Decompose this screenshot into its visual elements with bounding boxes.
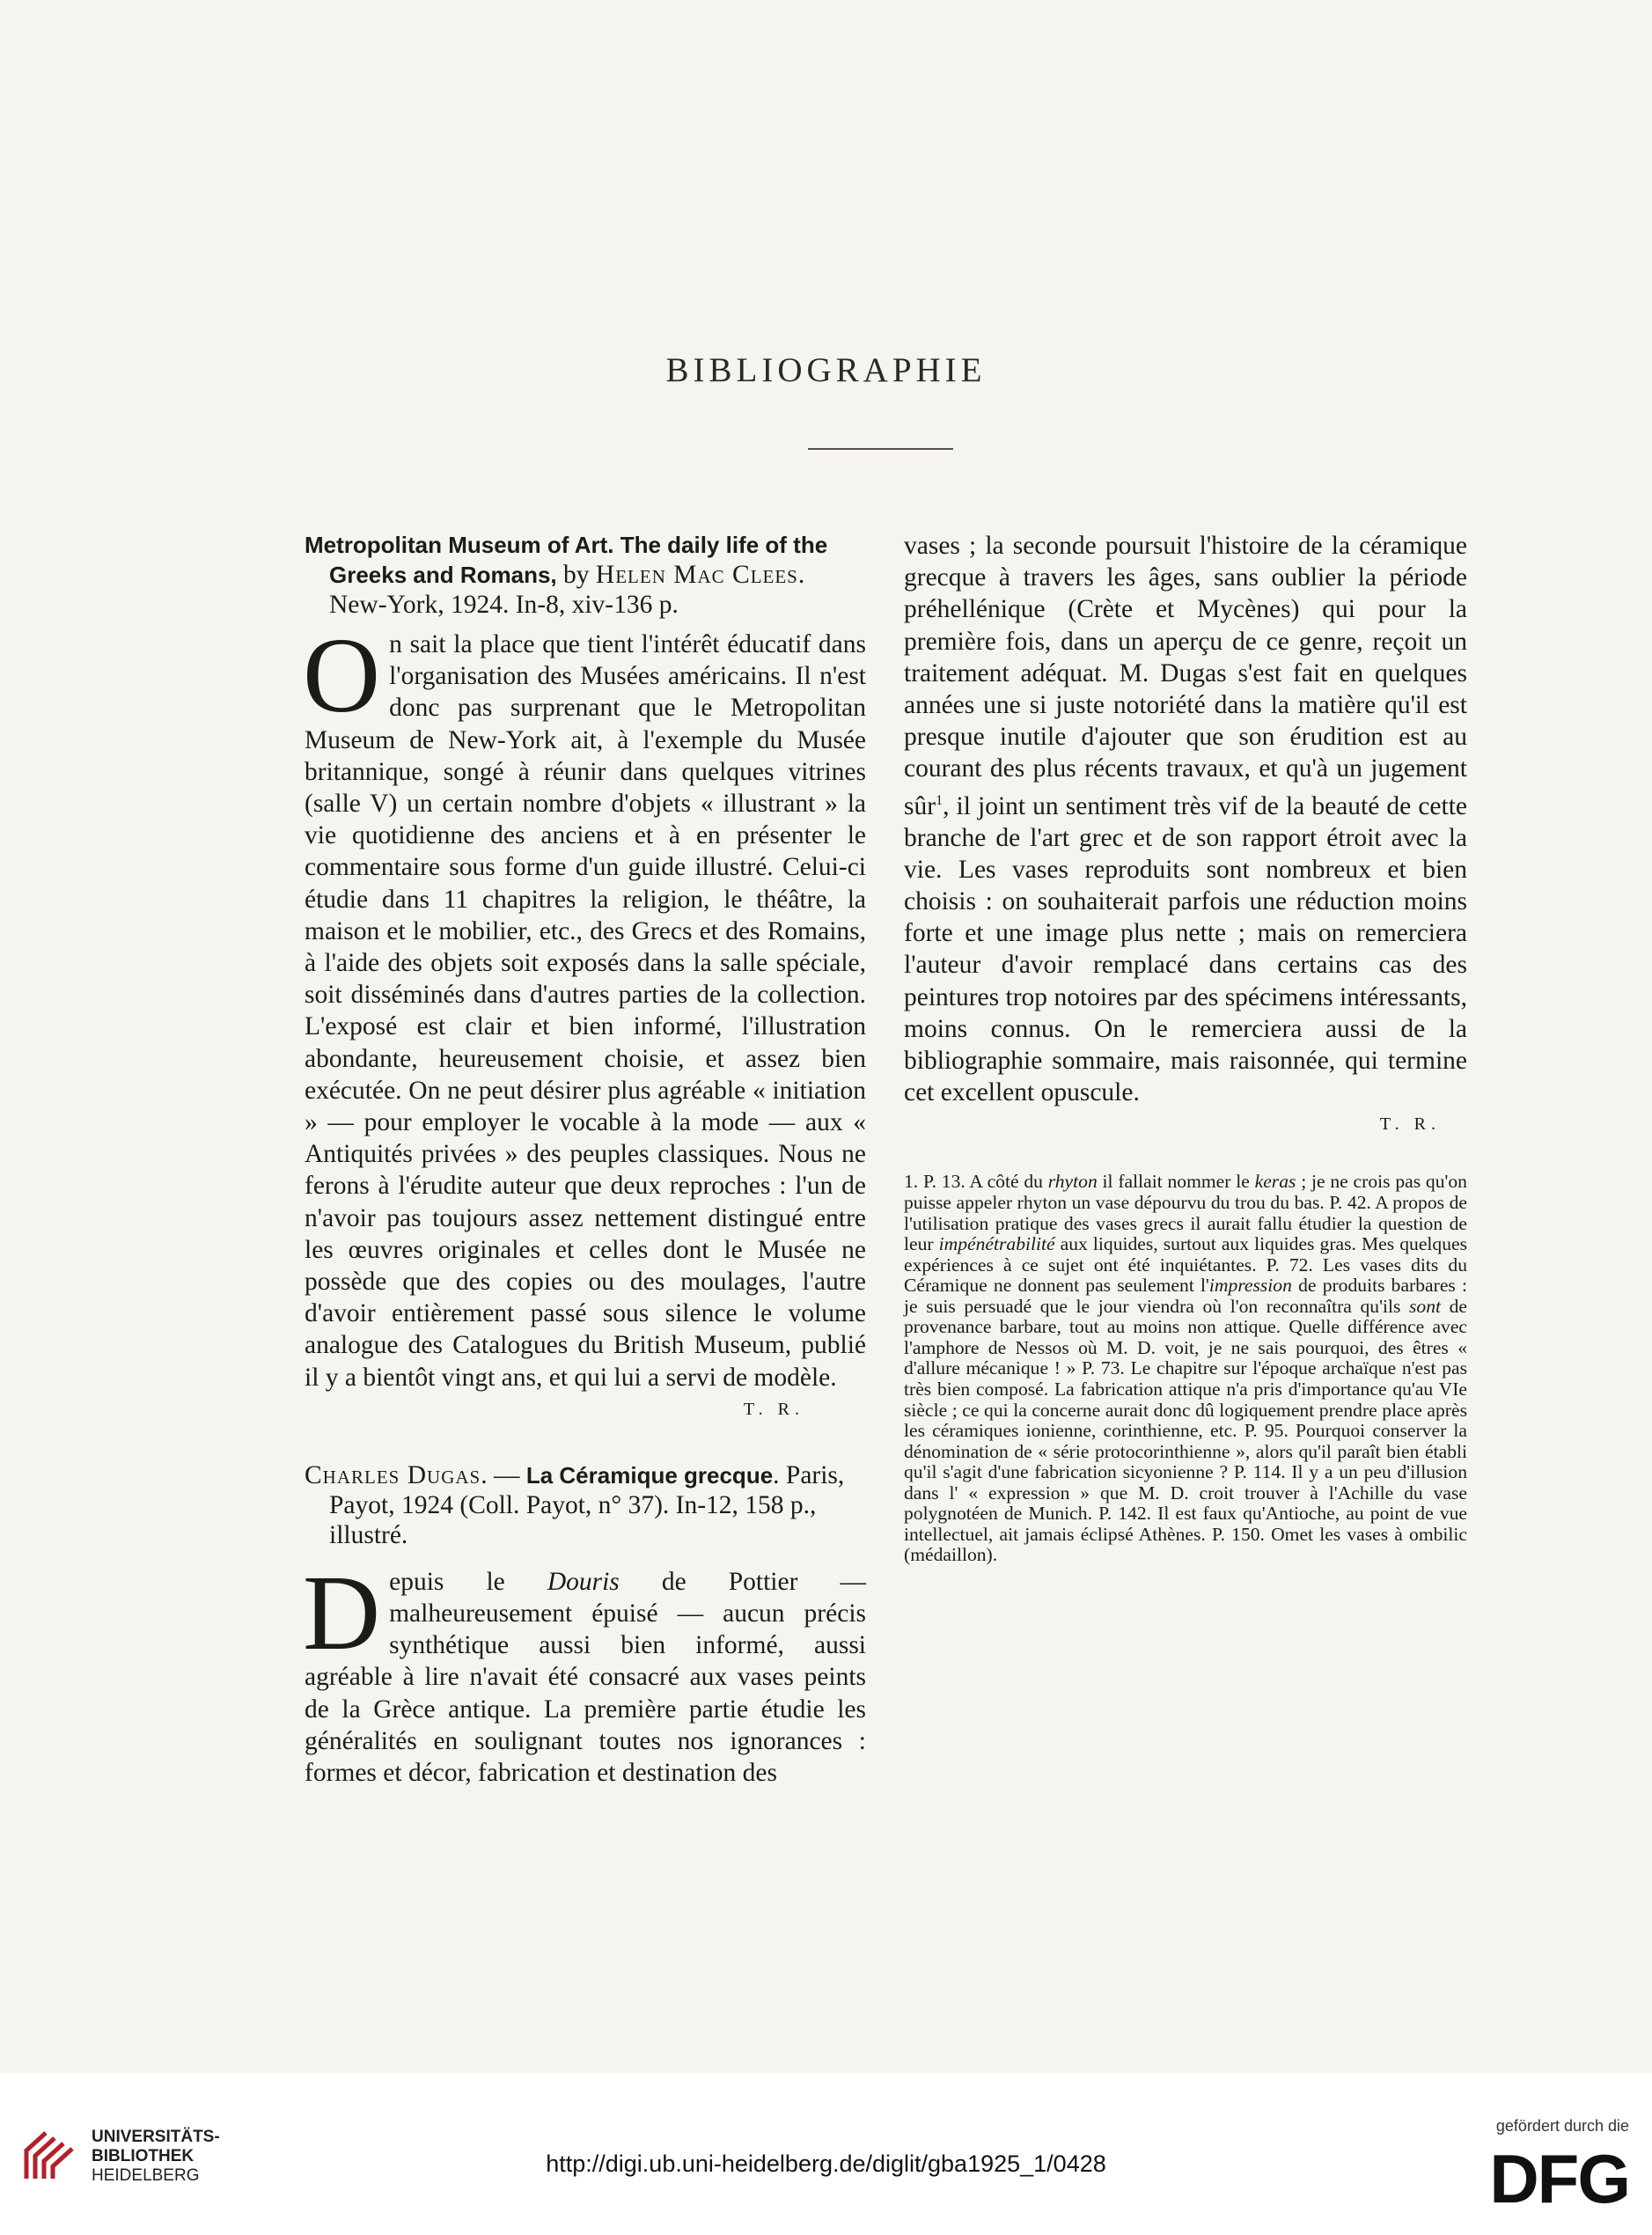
review1-drop-cap: O — [303, 616, 381, 735]
review2-text-start: epuis le — [389, 1567, 547, 1596]
review2-continuation-b: , il joint un sentiment très vif de la beauté de cette branche de l'art grec et de son rapport étroit avec la vie. Les vases reproduits sont nombreux et bien choisis : on souhaiterait parfois une réduction moins forte et une image plus nette ; mais on remerciera l'auteur d'avoir remplacé dans certains cas des peintures trop notoires par des spécimens intéressants, moins connus. On le remerciera aussi de la bibliographie sommaire, mais raisonnée, qui termine cet excellent opuscule. — [904, 791, 1467, 1107]
review2-continuation — [904, 530, 1467, 1108]
review2-douris: Douris — [547, 1567, 620, 1596]
library-line1: UNIVERSITÄTS- — [92, 2128, 220, 2146]
review1-by: by — [556, 561, 596, 589]
footnote-italic: rhyton — [1047, 1171, 1098, 1193]
review2-publication: . Paris, Payot, 1924 (Coll. Payot, n° 37). In-12, 158 p., illustré. — [329, 1460, 845, 1549]
review1-author: Helen Mac Clees — [595, 561, 798, 589]
footnote-part: de provenance barbare, tout au moins non attique. Quelle différence avec l'amphore de Nessos où M. D. voit, je ne sais pourquoi, des êtres « d'allure mécanique ! » P. 73. Le chapitre sur l'époque archaïque n'est pas très bien composé. La fabrication attique n'a pris d'importance qu'au VIe siècle ; ce qui la concerne aurait donc dû logiquement prendre place après les céramiques ionienne, corinthienne, etc. P. 95. Pourquoi conserver la dénomination de « série protocorinthienne », alors qu'il paraît bien établi qu'il s'agit d'une fabrication sicyonienne ? P. 114. Il y a un peu d'illusion dans l' « expression » que M. D. croit trouver à l'Achille du vase polygnotéen de Munich. P. 142. Il est faux qu'Antioche, au point de vue intellectuel, ait jamais éclipsé Athènes. P. 150. Omet les vases à ombilic (médaillon). — [904, 1295, 1467, 1566]
document-url-link[interactable]: http://digi.ub.uni-heidelberg.de/diglit/gba1925_1/0428 — [546, 2150, 1106, 2177]
review1-signature: T. R. — [743, 1399, 804, 1419]
dfg-logo: DFG — [1489, 2140, 1629, 2217]
review2-drop-cap: D — [303, 1553, 381, 1673]
review2-continuation-a: vases ; la seconde poursuit l'histoire de la céramique grecque à travers les âges, sans oublier la période préhellénique (Crète et Mycènes) qui pour la première fois, dans un aperçu de ce genre, reçoit un traitement adéquat. M. Dugas s'est fait en quelques années une si juste notoriété dans la matière qu'il est presque inutile d'ajouter que son érudition est au courant des plus récents travaux, et qu'à un jugement sûr — [904, 532, 1467, 820]
footnote — [904, 1172, 1467, 1565]
review2-body — [303, 1553, 866, 1789]
review1-publication: . New-York, 1924. In-8, xiv-136 p. — [329, 561, 805, 619]
review1-title: Metropolitan Museum of Art. The daily life of the Greeks and Romans, — [305, 532, 828, 588]
footnote-italic: impénétrabilité — [938, 1233, 1055, 1255]
footnote-part: de produits barbares : je suis persuadé que le jour viendra où l'on reconnaîtra qu'ils — [904, 1275, 1468, 1317]
review2-heading — [305, 1460, 866, 1550]
library-line2: BIBLIOTHEK — [92, 2147, 195, 2165]
title-rule — [808, 448, 953, 450]
page-title: BIBLIOGRAPHIE — [665, 351, 987, 389]
review1-heading — [305, 530, 866, 620]
footnote-part: ; je ne crois pas qu'on puisse appeler rhyton un vase dépourvu du trou du bas. P. 42. A propos de l'utilisation pratique des vases grecs il aurait fallu étudier la question de leur — [904, 1171, 1467, 1255]
footnote-part: il fallait nommer le — [1097, 1171, 1255, 1193]
footnote-italic: keras — [1254, 1171, 1296, 1193]
review1-body — [303, 616, 866, 1393]
review2-author: Charles Dugas — [305, 1460, 481, 1489]
review2-dash: . — — [481, 1460, 526, 1489]
footer-bar — [0, 2073, 1652, 2235]
right-column — [904, 530, 1467, 1566]
review2-text: de Pottier — malheureusement épuisé — aucun précis synthétique aussi bien informé, aussi agréable à lire n'avait été consacré aux vases peints de la Grèce antique. La première partie étudie les généralités en soulignant toutes nos ignorances : formes et décor, fabrication et destination des — [305, 1567, 866, 1788]
funding-caption: gefördert durch die — [1495, 2117, 1629, 2135]
left-column — [305, 530, 866, 1789]
footnote-part: aux liquides, surtout aux liquides gras. Mes quelques expériences à ce sujet ont été inquiétantes. P. 72. Les vases dits du Céramique ne donnent pas seulement l' — [904, 1233, 1467, 1297]
review2-title: La Céramique grecque — [525, 1461, 774, 1489]
footnote-reference: 1 — [936, 792, 943, 808]
footnote-part: 1. P. 13. A côté du — [904, 1171, 1048, 1193]
review1-text: n sait la place que tient l'intérêt éducatif dans l'organisation des Musées américains. Il n'est donc pas surprenant que le Metropolitan Museum de New-York ait, à l'exemple du Musée britannique, songé à réunir dans quelques vitrines (salle V) un certain nombre d'objets « illustrant » la vie quotidienne des anciens et à en présenter le commentaire sous forme d'un guide illustré. Celui-ci étudie dans 11 chapitres la religion, le théâtre, la maison et le mobilier, etc., des Grecs et des Romains, à l'aide des objets soit exposés dans la salle spéciale, soit disséminés dans d'autres parties de la collection. L'exposé est clair et bien informé, l'illustration abondante, heureusement choisie, et assez bien exécutée. On ne peut désirer plus agréable « initiation » — pour employer le vocable à la mode — aux « Antiquités privées » des peuples classiques. Nous ne ferons à l'érudite auteur que deux reproches : l'un de n'avoir pas toujours assez nettement distingué entre les œuvres originales et celles dont le Musée ne possède que des copies ou des moulages, l'autre d'avoir entièrement passé sous silence le volume analogue des Catalogues du British Museum, publié il y a bientôt vingt ans, et qui lui a servi de modèle. — [305, 630, 866, 1392]
review2-signature: T. R. — [1379, 1114, 1441, 1135]
library-line3: HEIDELBERG — [92, 2166, 200, 2185]
footnote-italic: sont — [1409, 1295, 1441, 1317]
footnote-italic: impression — [1208, 1275, 1292, 1297]
